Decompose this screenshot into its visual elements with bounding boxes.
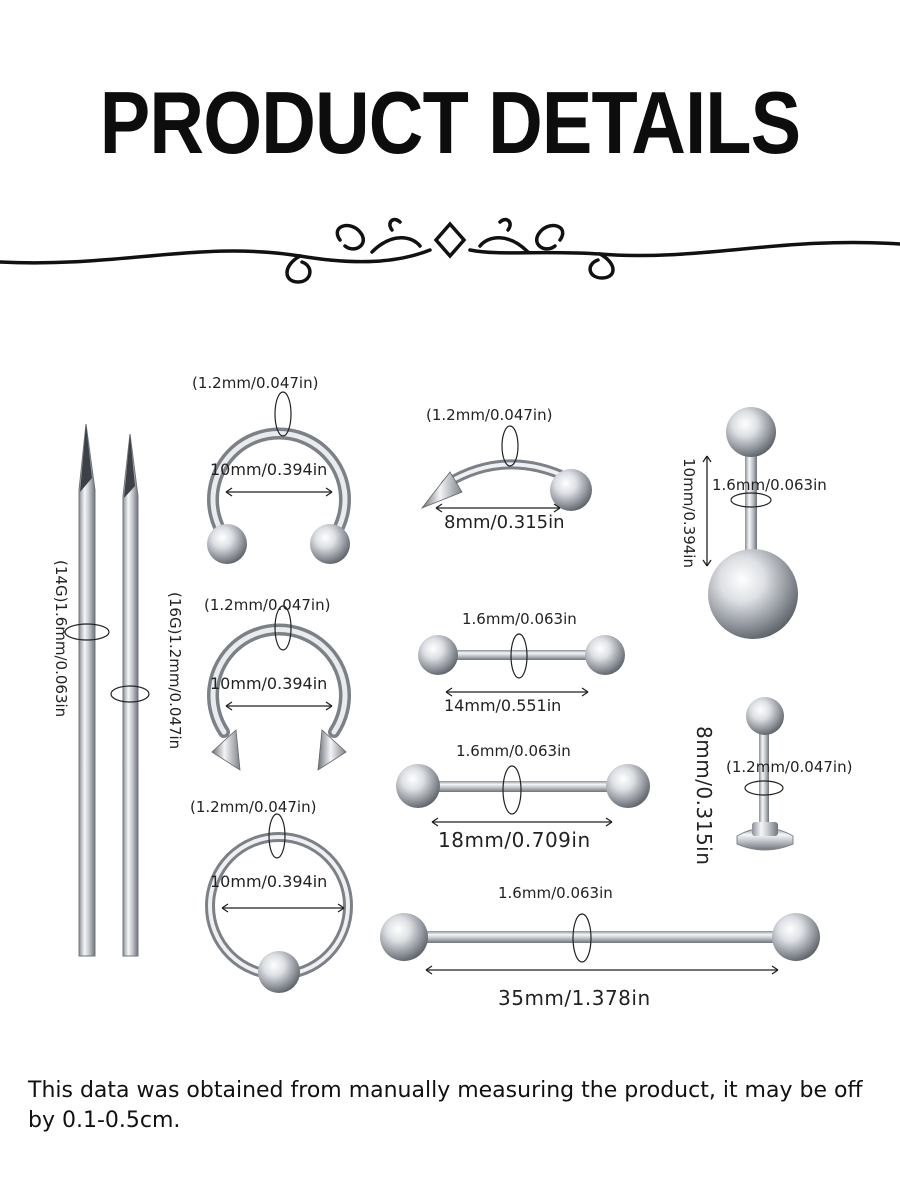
horseshoe-ball-diameter-label: 10mm/0.394in [210,460,328,479]
needle-16g-label: (16G)1.2mm/0.047in [166,592,184,750]
horseshoe-spike-gauge-label: (1.2mm/0.047in) [204,596,331,614]
captive-ring-diameter-label: 10mm/0.394in [210,872,328,891]
barbell-18-length-label: 18mm/0.709in [438,828,591,852]
page-title: PRODUCT DETAILS [99,73,801,172]
barbell-14-gauge-label: 1.6mm/0.063in [462,610,577,628]
horseshoe-ball-gauge-label: (1.2mm/0.047in) [192,374,319,392]
measurement-disclaimer: This data was obtained from manually measuring the product, it may be off by 0.1-0.5cm. [28,1078,863,1133]
navel-gauge-label: 1.6mm/0.063in [712,476,827,494]
industrial-length-label: 35mm/1.378in [498,986,651,1010]
industrial-gauge-label: 1.6mm/0.063in [498,884,613,902]
curved-barbell-gauge-label: (1.2mm/0.047in) [426,406,553,424]
barbell-18-gauge-label: 1.6mm/0.063in [456,742,571,760]
needle-14g-label: (14G)1.6mm/0.063in [52,560,70,718]
labret-length-label: 8mm/0.315in [692,726,716,866]
labret-gauge-label: (1.2mm/0.047in) [726,758,853,776]
navel-length-label: 10mm/0.394in [680,458,698,568]
curved-barbell-length-label: 8mm/0.315in [444,512,565,533]
horseshoe-spike-diameter-label: 10mm/0.394in [210,674,328,693]
barbell-14-length-label: 14mm/0.551in [444,696,562,715]
captive-ring-gauge-label: (1.2mm/0.047in) [190,798,317,816]
